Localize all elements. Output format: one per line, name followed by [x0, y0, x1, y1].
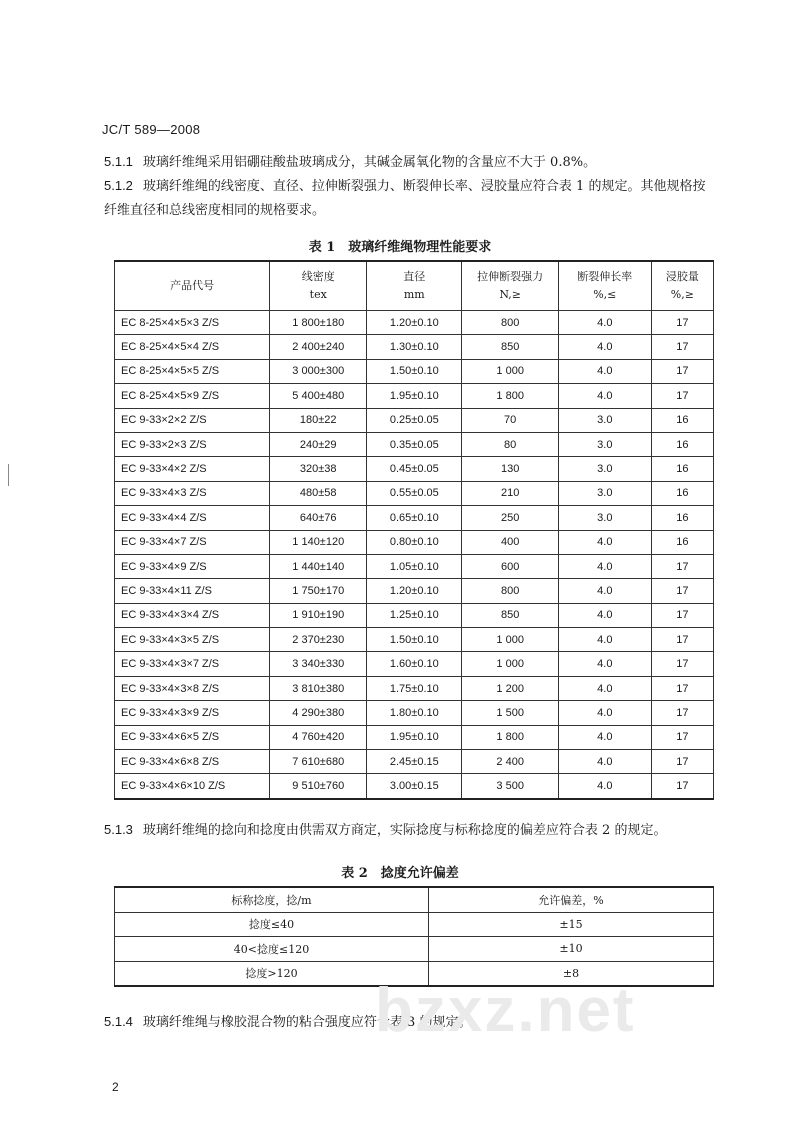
table-cell: EC 9-33×4×3×4 Z/S [115, 603, 270, 627]
table-row [115, 554, 714, 578]
table-cell: 1 000 [462, 652, 559, 676]
table-cell: 4.0 [558, 652, 651, 676]
table-cell: 180±22 [270, 408, 367, 432]
header-allowed-deviation: 允许偏差，% [429, 887, 714, 912]
table-row [115, 359, 714, 383]
table-cell: EC 8-25×4×5×5 Z/S [115, 359, 270, 383]
table-cell: 4.0 [558, 701, 651, 725]
margin-mark [8, 464, 9, 486]
table-cell: 4.0 [558, 311, 651, 335]
table-cell: 捻度>120 [115, 961, 429, 986]
table-cell: 130 [462, 457, 559, 481]
table-cell: 3 810±380 [270, 676, 367, 700]
table-cell: 1.20±0.10 [367, 311, 462, 335]
clause-5-1-2 [104, 174, 714, 223]
table-row [115, 774, 714, 799]
table-cell: 1 910±190 [270, 603, 367, 627]
table-cell: 1.20±0.10 [367, 579, 462, 603]
table-cell: 17 [651, 628, 713, 652]
table-cell: EC 9-33×2×3 Z/S [115, 432, 270, 456]
table1-caption: 表 1 玻璃纤维绳物理性能要求 [308, 240, 492, 255]
table-cell: 4 760±420 [270, 725, 367, 749]
table-cell: 4.0 [558, 750, 651, 774]
table-cell: 17 [651, 311, 713, 335]
table-cell: 800 [462, 579, 559, 603]
table-cell: 4 290±380 [270, 701, 367, 725]
clause-number: 5.1.1 [104, 154, 133, 169]
table-cell: 850 [462, 603, 559, 627]
table-cell: 70 [462, 408, 559, 432]
table-cell: 16 [651, 432, 713, 456]
table-cell: 17 [651, 701, 713, 725]
table-cell: 17 [651, 652, 713, 676]
table-cell: 1.80±0.10 [367, 701, 462, 725]
table-cell: 3 340±330 [270, 652, 367, 676]
table-cell: 3.0 [558, 457, 651, 481]
table-cell: EC 9-33×4×9 Z/S [115, 554, 270, 578]
clause-text: 玻璃纤维绳的捻向和捻度由供需双方商定，实际捻度与标称捻度的偏差应符合表 2 的规定。 [142, 823, 667, 838]
table-cell: 17 [651, 579, 713, 603]
table-cell: 3.00±0.15 [367, 774, 462, 799]
table-cell: EC 9-33×4×6×8 Z/S [115, 750, 270, 774]
table-row [115, 701, 714, 725]
table-cell: 1.25±0.10 [367, 603, 462, 627]
header-dip-content: 浸胶量 %,≥ [651, 261, 713, 311]
table-cell: EC 9-33×4×3×5 Z/S [115, 628, 270, 652]
table-row [115, 457, 714, 481]
table-row [115, 506, 714, 530]
table-cell: 850 [462, 335, 559, 359]
table-cell: 0.35±0.05 [367, 432, 462, 456]
table-cell: 80 [462, 432, 559, 456]
table-row [115, 652, 714, 676]
table-cell: 16 [651, 408, 713, 432]
table-cell: 1 140±120 [270, 530, 367, 554]
table-cell: 1 000 [462, 628, 559, 652]
table-cell: 1 800 [462, 384, 559, 408]
header-product-code: 产品代号 [115, 261, 270, 311]
table-cell: 1.05±0.10 [367, 554, 462, 578]
table-cell: 4.0 [558, 554, 651, 578]
table-cell: EC 8-25×4×5×3 Z/S [115, 311, 270, 335]
table-row [115, 628, 714, 652]
table-cell: 3 000±300 [270, 359, 367, 383]
table-cell: EC 9-33×4×6×5 Z/S [115, 725, 270, 749]
table-cell: EC 9-33×4×6×10 Z/S [115, 774, 270, 799]
table1-physical-properties [114, 260, 714, 800]
table-cell: 2.45±0.15 [367, 750, 462, 774]
table-cell: EC 9-33×4×3×7 Z/S [115, 652, 270, 676]
table-cell: 0.55±0.05 [367, 481, 462, 505]
table-cell: 1.95±0.10 [367, 725, 462, 749]
table-cell: 1 750±170 [270, 579, 367, 603]
table-cell: 4.0 [558, 628, 651, 652]
table-cell: 320±38 [270, 457, 367, 481]
table-row [115, 408, 714, 432]
clause-5-1-3 [104, 818, 714, 843]
table-cell: 640±76 [270, 506, 367, 530]
table-cell: 3 500 [462, 774, 559, 799]
table-row [115, 384, 714, 408]
table-cell: 4.0 [558, 335, 651, 359]
table-cell: 250 [462, 506, 559, 530]
table-cell: 2 400 [462, 750, 559, 774]
table-cell: 0.25±0.05 [367, 408, 462, 432]
table-cell: 17 [651, 774, 713, 799]
table-row [115, 432, 714, 456]
table-cell: 17 [651, 725, 713, 749]
table-cell: 1 800 [462, 725, 559, 749]
table-cell: 1 200 [462, 676, 559, 700]
table-row [115, 676, 714, 700]
table-cell: 3.0 [558, 481, 651, 505]
table-row [115, 750, 714, 774]
table-cell: 1.50±0.10 [367, 359, 462, 383]
table-cell: 4.0 [558, 530, 651, 554]
table-cell: EC 9-33×4×3×9 Z/S [115, 701, 270, 725]
table-cell: 1 500 [462, 701, 559, 725]
table-cell: 4.0 [558, 384, 651, 408]
table-cell: EC 9-33×4×11 Z/S [115, 579, 270, 603]
table-cell: 捻度≤40 [115, 912, 429, 937]
page-number: 2 [112, 1080, 119, 1094]
table-cell: 17 [651, 384, 713, 408]
table-cell: 3.0 [558, 506, 651, 530]
table-cell: EC 9-33×4×7 Z/S [115, 530, 270, 554]
table-cell: 17 [651, 359, 713, 383]
table-cell: 16 [651, 530, 713, 554]
table-cell: EC 8-25×4×5×9 Z/S [115, 384, 270, 408]
header-elongation: 断裂伸长率 %,≤ [558, 261, 651, 311]
clause-number: 5.1.3 [104, 822, 133, 837]
table-cell: 16 [651, 481, 713, 505]
table-cell: 3.0 [558, 408, 651, 432]
table-cell: 16 [651, 457, 713, 481]
table-cell: 7 610±680 [270, 750, 367, 774]
table-cell: 40<捻度≤120 [115, 937, 429, 962]
table-cell: 3.0 [558, 432, 651, 456]
standard-code: JC/T 589—2008 [102, 122, 201, 137]
table-cell: 1.50±0.10 [367, 628, 462, 652]
table-cell: 1.30±0.10 [367, 335, 462, 359]
clause-5-1-1 [104, 150, 714, 175]
table-row [115, 481, 714, 505]
clause-number: 5.1.2 [104, 178, 133, 193]
table-cell: 800 [462, 311, 559, 335]
header-nominal-twist: 标称捻度，捻/m [115, 887, 429, 912]
table-row [115, 912, 714, 937]
table-cell: 1.95±0.10 [367, 384, 462, 408]
table-row [115, 311, 714, 335]
table-cell: 1.75±0.10 [367, 676, 462, 700]
table-cell: 17 [651, 554, 713, 578]
table-row [115, 725, 714, 749]
table-cell: 4.0 [558, 676, 651, 700]
table-cell: 240±29 [270, 432, 367, 456]
header-tensile-strength: 拉伸断裂强力 N,≥ [462, 261, 559, 311]
table-cell: 17 [651, 676, 713, 700]
table-cell: 0.65±0.10 [367, 506, 462, 530]
table-cell: 4.0 [558, 579, 651, 603]
table2-twist-tolerance [114, 886, 714, 987]
table-cell: 2 400±240 [270, 335, 367, 359]
table-cell: 0.80±0.10 [367, 530, 462, 554]
table-cell: ±8 [429, 961, 714, 986]
table-cell: 17 [651, 750, 713, 774]
clause-text: 玻璃纤维绳的线密度、直径、拉伸断裂强力、断裂伸长率、浸胶量应符合表 1 的规定。其他规格按纤维直径和总线密度相同的规格要求。 [104, 179, 706, 218]
table-header-row [115, 887, 714, 912]
table-cell: ±15 [429, 912, 714, 937]
table-cell: 4.0 [558, 603, 651, 627]
table-cell: 1.60±0.10 [367, 652, 462, 676]
table-cell: ±10 [429, 937, 714, 962]
table-cell: 17 [651, 603, 713, 627]
header-diameter: 直径 mm [367, 261, 462, 311]
table-cell: EC 8-25×4×5×4 Z/S [115, 335, 270, 359]
table-cell: 2 370±230 [270, 628, 367, 652]
table-row [115, 937, 714, 962]
table-cell: EC 9-33×4×4 Z/S [115, 506, 270, 530]
watermark: bzxz.net [375, 976, 636, 1045]
table-cell: EC 9-33×4×3×8 Z/S [115, 676, 270, 700]
table-row [115, 335, 714, 359]
clause-text: 玻璃纤维绳与橡胶混合物的粘合强度应符合表 3 的规定。 [142, 1015, 472, 1030]
table-cell: 480±58 [270, 481, 367, 505]
table-cell: EC 9-33×4×3 Z/S [115, 481, 270, 505]
table-row [115, 603, 714, 627]
table-cell: 16 [651, 506, 713, 530]
table-cell: 9 510±760 [270, 774, 367, 799]
table-cell: 400 [462, 530, 559, 554]
table2-caption: 表 2 捻度允许偏差 [341, 866, 459, 881]
table-cell: 600 [462, 554, 559, 578]
clause-number: 5.1.4 [104, 1014, 133, 1029]
table-cell: 4.0 [558, 359, 651, 383]
table-cell: EC 9-33×2×2 Z/S [115, 408, 270, 432]
table-row [115, 579, 714, 603]
table-cell: 1 000 [462, 359, 559, 383]
table-cell: 5 400±480 [270, 384, 367, 408]
clause-text: 玻璃纤维绳采用铝硼硅酸盐玻璃成分，其碱金属氧化物的含量应不大于 0.8%。 [142, 155, 597, 170]
table-cell: EC 9-33×4×2 Z/S [115, 457, 270, 481]
table-cell: 0.45±0.05 [367, 457, 462, 481]
table-row [115, 530, 714, 554]
table-cell: 17 [651, 335, 713, 359]
table-cell: 4.0 [558, 774, 651, 799]
table-cell: 1 800±180 [270, 311, 367, 335]
header-linear-density: 线密度 tex [270, 261, 367, 311]
table-cell: 4.0 [558, 725, 651, 749]
table-header-row [115, 261, 714, 311]
table-cell: 1 440±140 [270, 554, 367, 578]
table-cell: 210 [462, 481, 559, 505]
